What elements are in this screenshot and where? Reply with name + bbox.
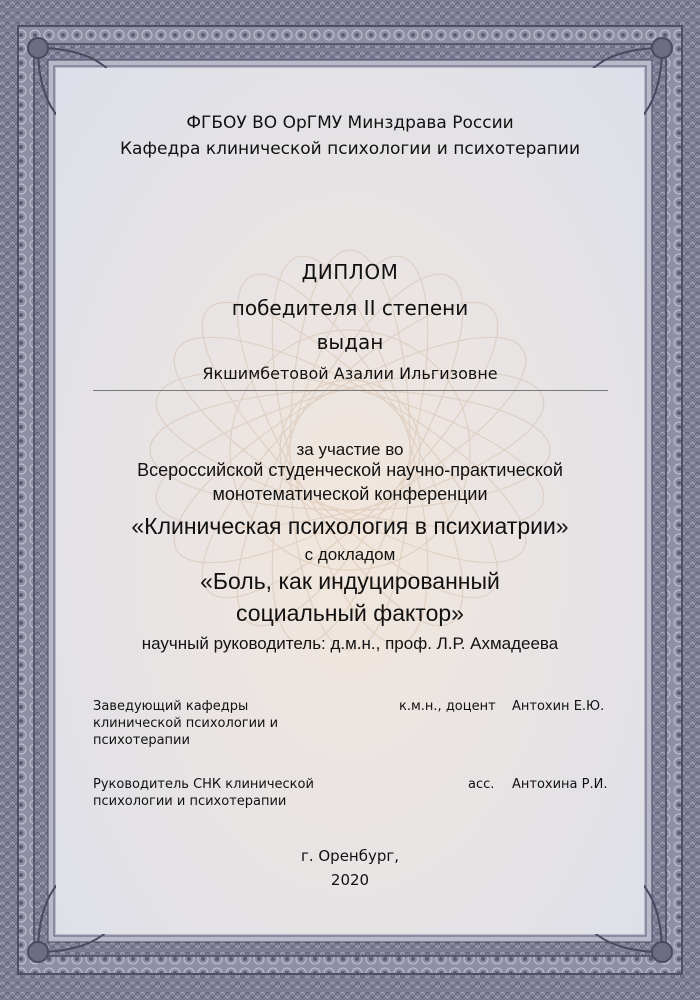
report-title-line-2: социальный фактор» — [236, 600, 464, 626]
supervisor-text: научный руководитель: д.м.н., проф. Л.Р. Ахмадеева — [141, 634, 559, 653]
diploma-degree: победителя II степени — [231, 296, 469, 320]
footer-year: 2020 — [330, 871, 370, 889]
participation-text: за участие во — [296, 440, 404, 459]
department-name: Кафедра клинической психологии и психотерапии — [119, 139, 581, 159]
signature-1-title: к.м.н., доцент — [399, 699, 496, 714]
institution-name: ФГБОУ ВО ОрГМУ Минздрава России — [186, 113, 514, 133]
footer-city: г. Оренбург, — [300, 847, 400, 865]
signature-1-role-line-1: Заведующий кафедры — [93, 699, 249, 714]
diploma-title: ДИПЛОМ — [301, 260, 399, 284]
recipient-underline — [93, 390, 608, 391]
signature-1-role-line-3: психотерапии — [93, 733, 190, 748]
conference-name: «Клиническая психология в психиатрии» — [131, 513, 569, 539]
report-title-line-1: «Боль, как индуцированный — [200, 568, 500, 594]
signature-2-name: Антохина Р.И. — [512, 777, 608, 792]
signature-2-title: асс. — [468, 777, 495, 792]
signature-2-role-line-1: Руководитель СНК клинической — [93, 777, 314, 792]
signature-1-name: Антохин Е.Ю. — [512, 699, 605, 714]
signature-2-role-line-2: психологии и психотерапии — [93, 794, 287, 809]
conference-line-2: монотематической конференции — [212, 484, 488, 504]
conference-line-1: Всероссийской студенческой научно-практической — [137, 460, 563, 480]
recipient-name: Якшимбетовой Азалии Ильгизовне — [202, 364, 498, 383]
report-intro: с докладом — [304, 545, 396, 564]
signature-1-role-line-2: клинической психологии и — [93, 716, 279, 731]
diploma-issued: выдан — [316, 330, 384, 354]
